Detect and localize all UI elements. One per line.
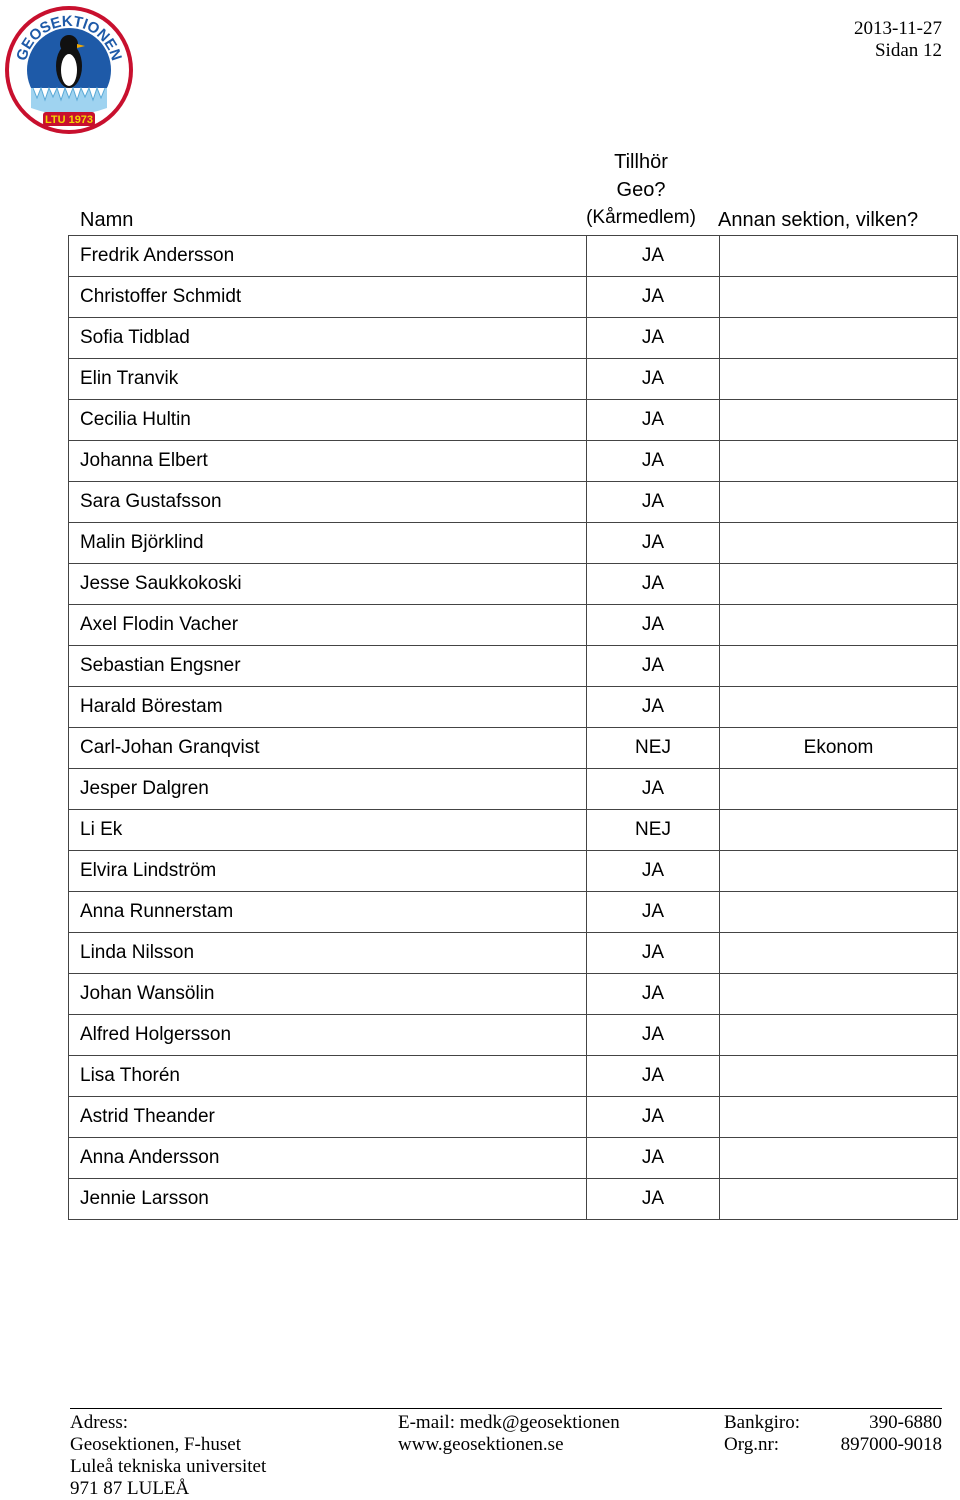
member-other-section: Ekonom	[720, 728, 958, 769]
footer-bankgiro-label: Bankgiro:	[724, 1412, 800, 1433]
member-name: Cecilia Hultin	[69, 400, 587, 441]
member-geo: JA	[587, 933, 720, 974]
column-header-other-section: Annan sektion, vilken?	[718, 209, 919, 231]
table-row	[69, 769, 958, 810]
document-date: 2013-11-27	[854, 18, 942, 39]
member-name: Sofia Tidblad	[69, 318, 587, 359]
table-row	[69, 810, 958, 851]
member-name: Sara Gustafsson	[69, 482, 587, 523]
table-row	[69, 400, 958, 441]
member-geo: JA	[587, 1179, 720, 1220]
member-other-section	[720, 1179, 958, 1220]
member-other-section	[720, 564, 958, 605]
member-geo: JA	[587, 687, 720, 728]
table-row	[69, 1097, 958, 1138]
member-name: Harald Börestam	[69, 687, 587, 728]
column-header-name: Namn	[80, 209, 134, 231]
footer-web: www.geosektionen.se	[398, 1434, 564, 1455]
member-geo: NEJ	[587, 728, 720, 769]
member-geo: JA	[587, 646, 720, 687]
geosektionen-logo	[3, 4, 135, 136]
member-name: Anna Andersson	[69, 1138, 587, 1179]
member-geo: JA	[587, 564, 720, 605]
table-row	[69, 933, 958, 974]
table-row	[69, 236, 958, 277]
footer-contact	[398, 1412, 620, 1456]
page-number: Sidan 12	[874, 40, 942, 61]
member-other-section	[720, 359, 958, 400]
table-row	[69, 482, 958, 523]
member-name: Jesper Dalgren	[69, 769, 587, 810]
member-geo: JA	[587, 1015, 720, 1056]
member-geo: JA	[587, 441, 720, 482]
member-name: Axel Flodin Vacher	[69, 605, 587, 646]
member-name: Astrid Theander	[69, 1097, 587, 1138]
member-name: Sebastian Engsner	[69, 646, 587, 687]
member-other-section	[720, 769, 958, 810]
member-geo: JA	[587, 605, 720, 646]
page-header	[854, 18, 942, 62]
table-row	[69, 605, 958, 646]
table-row	[69, 974, 958, 1015]
member-other-section	[720, 646, 958, 687]
table-row	[69, 687, 958, 728]
member-other-section	[720, 810, 958, 851]
table-row	[69, 564, 958, 605]
table-row	[69, 1015, 958, 1056]
logo-top-text: GEOSEKTIONEN	[13, 12, 125, 63]
member-geo: JA	[587, 1056, 720, 1097]
member-name: Malin Björklind	[69, 523, 587, 564]
footer-email: E-mail: medk@geosektionen	[398, 1412, 620, 1433]
table-row	[69, 1179, 958, 1220]
column-header-geo-line1: Tillhör	[614, 151, 668, 173]
footer-orgnr-value: 897000-9018	[840, 1434, 942, 1455]
member-name: Johan Wansölin	[69, 974, 587, 1015]
page-footer	[70, 1408, 942, 1499]
member-geo: JA	[587, 851, 720, 892]
member-table-body	[69, 236, 958, 1220]
member-geo: JA	[587, 400, 720, 441]
member-other-section	[720, 318, 958, 359]
member-name: Carl-Johan Granqvist	[69, 728, 587, 769]
member-geo: JA	[587, 318, 720, 359]
member-geo: JA	[587, 482, 720, 523]
table-row	[69, 646, 958, 687]
member-name: Fredrik Andersson	[69, 236, 587, 277]
member-other-section	[720, 605, 958, 646]
member-geo: JA	[587, 1097, 720, 1138]
footer-orgnr	[724, 1434, 942, 1456]
member-name: Jesse Saukkokoski	[69, 564, 587, 605]
member-geo: JA	[587, 236, 720, 277]
member-name: Christoffer Schmidt	[69, 277, 587, 318]
member-other-section	[720, 851, 958, 892]
table-row	[69, 277, 958, 318]
column-header-geo-line3: (Kårmedlem)	[586, 207, 696, 228]
logo-bottom-text: LTU 1973	[44, 114, 94, 126]
table-row	[69, 1138, 958, 1179]
member-other-section	[720, 1056, 958, 1097]
footer-address-label: Adress:	[70, 1412, 129, 1433]
member-other-section	[720, 892, 958, 933]
table-row	[69, 892, 958, 933]
footer-bank	[724, 1412, 942, 1456]
member-other-section	[720, 441, 958, 482]
member-geo: JA	[587, 359, 720, 400]
column-header-geo	[578, 148, 704, 232]
table-row	[69, 523, 958, 564]
member-name: Li Ek	[69, 810, 587, 851]
table-row	[69, 728, 958, 769]
member-table	[68, 235, 958, 1220]
footer-bankgiro	[724, 1412, 942, 1434]
member-other-section	[720, 687, 958, 728]
member-name: Johanna Elbert	[69, 441, 587, 482]
member-geo: JA	[587, 1138, 720, 1179]
footer-bankgiro-value: 390-6880	[869, 1412, 942, 1433]
footer-orgnr-label: Org.nr:	[724, 1434, 780, 1455]
member-name: Elvira Lindström	[69, 851, 587, 892]
footer-address-line1: Geosektionen, F-huset	[70, 1434, 241, 1455]
member-name: Linda Nilsson	[69, 933, 587, 974]
table-row	[69, 359, 958, 400]
member-geo: JA	[587, 974, 720, 1015]
member-name: Elin Tranvik	[69, 359, 587, 400]
member-other-section	[720, 482, 958, 523]
member-name: Lisa Thorén	[69, 1056, 587, 1097]
member-other-section	[720, 1138, 958, 1179]
member-other-section	[720, 933, 958, 974]
column-header-geo-line2: Geo?	[616, 179, 666, 201]
member-other-section	[720, 236, 958, 277]
table-row	[69, 1056, 958, 1097]
member-geo: JA	[587, 769, 720, 810]
footer-address-line3: 971 87 LULEÅ	[70, 1478, 190, 1499]
member-other-section	[720, 1015, 958, 1056]
table-row	[69, 851, 958, 892]
member-name: Jennie Larsson	[69, 1179, 587, 1220]
table-row	[69, 441, 958, 482]
member-geo: JA	[587, 523, 720, 564]
member-other-section	[720, 523, 958, 564]
footer-address-line2: Luleå tekniska universitet	[70, 1456, 267, 1477]
member-other-section	[720, 974, 958, 1015]
member-other-section	[720, 277, 958, 318]
member-name: Anna Runnerstam	[69, 892, 587, 933]
member-name: Alfred Holgersson	[69, 1015, 587, 1056]
member-other-section	[720, 1097, 958, 1138]
member-geo: NEJ	[587, 810, 720, 851]
table-row	[69, 318, 958, 359]
member-geo: JA	[587, 277, 720, 318]
member-geo: JA	[587, 892, 720, 933]
member-other-section	[720, 400, 958, 441]
footer-address	[70, 1412, 266, 1500]
